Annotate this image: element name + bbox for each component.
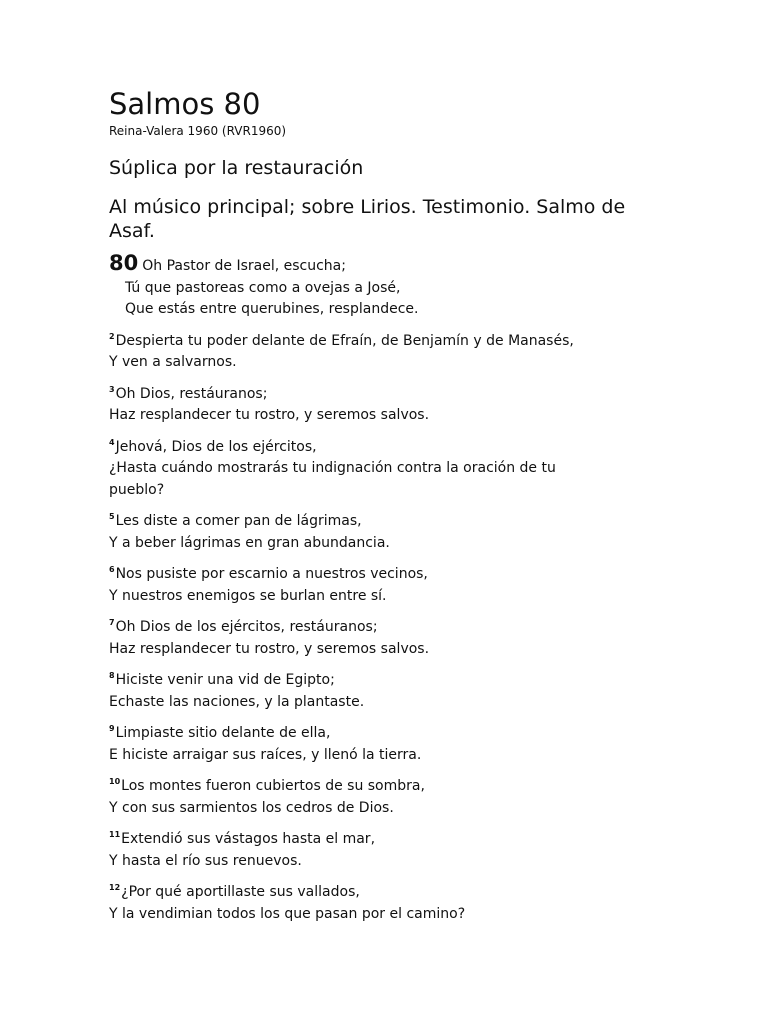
verse-line: Y la vendimian todos los que pasan por el camino? — [109, 905, 466, 922]
verse-8 — [109, 670, 768, 713]
verse-line — [109, 776, 768, 798]
verse-11 — [109, 829, 768, 872]
verse-12 — [109, 882, 768, 925]
verse-number: 12 — [109, 883, 121, 893]
verse-line: Que estás entre querubines, resplandece. — [125, 301, 419, 317]
verse-line: Tú que pastoreas como a ovejas a José, — [125, 279, 401, 296]
verse-line: pueblo? — [109, 481, 165, 498]
verse-text: Oh Dios, restáuranos; — [115, 385, 268, 402]
verse-line: Haz resplandecer tu rostro, y seremos salvos. — [109, 640, 430, 657]
verse-line — [109, 564, 768, 586]
verse-line — [109, 437, 768, 459]
verse-4 — [109, 437, 768, 502]
verse-line — [109, 251, 768, 278]
verse-9 — [109, 723, 768, 766]
chapter-number: 80 — [109, 251, 139, 275]
verse-line: Y con sus sarmientos los cedros de Dios. — [109, 799, 394, 816]
verse-line: ¿Hasta cuándo mostrarás tu indignación contra la oración de tu — [109, 460, 556, 476]
verse-text: Limpiaste sitio delante de ella, — [115, 725, 331, 741]
verse-line: Y nuestros enemigos se burlan entre sí. — [109, 587, 387, 604]
verse-number: 7 — [109, 618, 115, 628]
verse-line: Y ven a salvarnos. — [109, 354, 237, 370]
verse-number: 6 — [109, 565, 115, 575]
verse-text: Extendió sus vástagos hasta el mar, — [121, 831, 376, 847]
verse-text: Oh Pastor de Israel, escucha; — [142, 258, 346, 274]
verse-text: Les diste a comer pan de lágrimas, — [115, 513, 362, 529]
verse-10 — [109, 776, 768, 819]
verse-line — [109, 511, 768, 533]
verse-text: ¿Por qué aportillaste sus vallados, — [121, 884, 360, 900]
verse-line: Haz resplandecer tu rostro, y seremos salvos. — [109, 407, 430, 423]
verse-3 — [109, 384, 768, 427]
verse-line — [109, 882, 768, 904]
verse-text: Nos pusiste por escarnio a nuestros vecinos, — [115, 566, 428, 582]
verse-number: 4 — [109, 437, 115, 447]
verse-number: 2 — [109, 331, 115, 341]
verse-line: Y a beber lágrimas en gran abundancia. — [109, 534, 390, 551]
verse-2 — [109, 331, 768, 374]
verse-line — [109, 331, 768, 353]
verse-7 — [109, 617, 768, 660]
verse-number: 5 — [109, 512, 115, 522]
verse-line — [109, 617, 768, 639]
section-heading: Súplica por la restauración — [109, 157, 364, 179]
verse-number: 10 — [109, 777, 121, 787]
version-label: Reina-Valera 1960 (RVR1960) — [109, 124, 287, 138]
verse-5 — [109, 511, 768, 554]
verse-text: Despierta tu poder delante de Efraín, de Benjamín y de Manasés, — [115, 332, 574, 349]
verse-6 — [109, 564, 768, 607]
verse-line: Echaste las naciones, y la plantaste. — [109, 693, 365, 710]
verse-text: Los montes fueron cubiertos de su sombra, — [121, 778, 425, 794]
verse-text: Hiciste venir una vid de Egipto; — [115, 672, 335, 688]
verse-number: 8 — [109, 671, 115, 681]
verse-number: 11 — [109, 830, 121, 840]
verse-text: Oh Dios de los ejércitos, restáuranos; — [115, 619, 378, 635]
verse-number: 3 — [109, 384, 115, 394]
verse-line — [109, 670, 768, 692]
verse-text: Jehová, Dios de los ejércitos, — [115, 438, 317, 455]
page-title: Salmos 80 — [109, 87, 261, 121]
psalm-superscription: Al músico principal; sobre Lirios. Testimonio. Salmo de Asaf. — [109, 196, 626, 242]
verse-1 — [109, 251, 768, 321]
verse-line: E hiciste arraigar sus raíces, y llenó la tierra. — [109, 746, 422, 763]
verse-line: Y hasta el río sus renuevos. — [109, 852, 302, 869]
verse-line — [109, 829, 768, 851]
verse-line — [109, 723, 768, 745]
verse-line — [109, 384, 768, 406]
verse-number: 9 — [109, 724, 115, 734]
